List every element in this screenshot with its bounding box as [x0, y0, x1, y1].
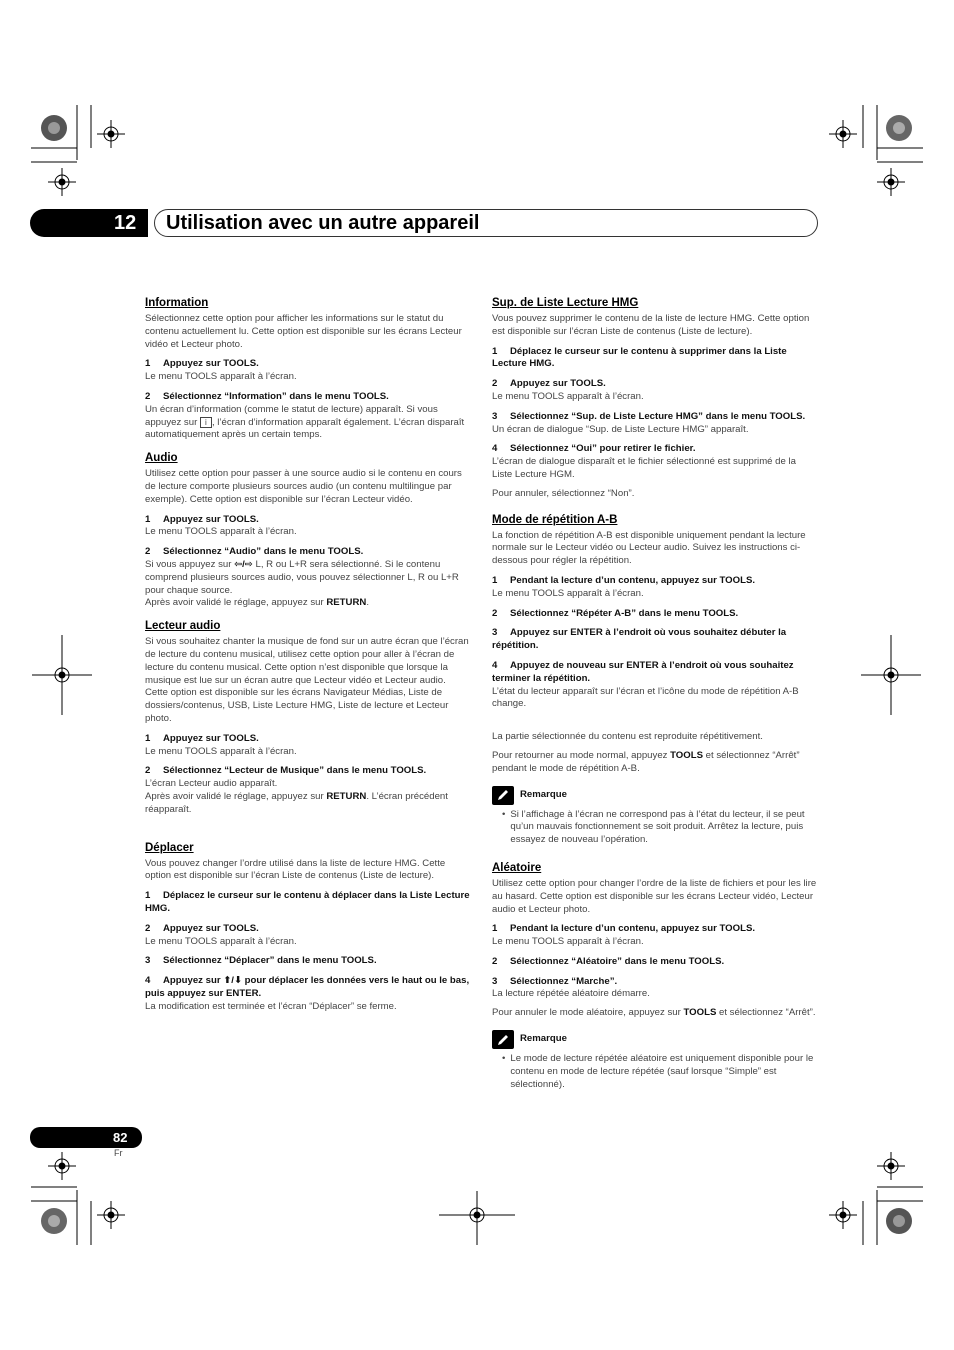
step-text: Un écran de dialogue “Sup. de Liste Lecture HMG” apparaît.: [492, 423, 749, 435]
right-column: [492, 296, 817, 1100]
section-heading: Déplacer: [145, 841, 194, 854]
section-heading: Lecteur audio: [145, 620, 221, 633]
section-deplacer: [145, 841, 470, 1014]
step-2: 2 Sélectionnez “Lecteur de Musique” dans le menu TOOLS.: [145, 765, 427, 777]
step-text: Un écran d’information (comme le statut de lecture) apparaît. Si vous appuyez sur i , l’écran d’information apparaît également. L’écran disparaît automatiquement après un certain temps.: [145, 403, 465, 441]
step-1: 1 Déplacez le curseur sur le contenu à supprimer dans la Liste Lecture HMG.: [492, 345, 787, 370]
step-1: 1 Appuyez sur TOOLS.: [145, 732, 259, 744]
step-text: Le menu TOOLS apparaît à l’écran.: [145, 526, 297, 538]
step-2: 2 Sélectionnez “Répéter A-B” dans le menu TOOLS.: [492, 607, 739, 619]
step-1: 1 Pendant la lecture d’un contenu, appuyez sur TOOLS.: [492, 574, 756, 586]
section-intro: Sélectionnez cette option pour afficher les informations sur le statut du contenu actuellement lu. Cette option est disponible sur les écrans Lecteur vidéo et Lecteur photo.: [145, 313, 462, 350]
step-text: Pour annuler, sélectionnez “Non”.: [492, 487, 635, 499]
pencil-icon: [492, 1030, 514, 1049]
step-3: 3 Sélectionnez “Sup. de Liste Lecture HMG” dans le menu TOOLS.: [492, 410, 806, 422]
section-lecteur-audio: [145, 619, 470, 816]
note-title: Remarque: [520, 788, 567, 800]
step-1: 1 Déplacez le curseur sur le contenu à déplacer dans la Liste Lecture HMG.: [145, 890, 470, 914]
section-heading: Aléatoire: [492, 861, 542, 874]
section-sup-liste: [492, 296, 817, 501]
pencil-icon: [492, 786, 514, 805]
paragraph: La partie sélectionnée du contenu est reproduite répétitivement.: [492, 731, 763, 743]
step-text: Le menu TOOLS apparaît à l’écran.: [145, 371, 297, 383]
step-3: 3 Sélectionnez “Marche”.: [492, 975, 618, 987]
step-4: 4 Sélectionnez “Oui” pour retirer le fichier.: [492, 443, 696, 455]
up-down-arrows-icon: ⬆/⬇: [223, 975, 242, 987]
display-button-icon: i: [200, 417, 212, 428]
left-column: [145, 296, 470, 1023]
chapter-title: Utilisation avec un autre appareil: [166, 212, 480, 234]
section-repetition-ab: [492, 513, 817, 847]
step-text: Le menu TOOLS apparaît à l’écran.: [492, 936, 644, 948]
step-text: Le menu TOOLS apparaît à l’écran.: [145, 935, 297, 947]
paragraph: Pour annuler le mode aléatoire, appuyez sur TOOLS et sélectionnez “Arrêt”.: [492, 1007, 816, 1019]
step-text: La lecture répétée aléatoire démarre.: [492, 988, 650, 1000]
paragraph: Pour retourner au mode normal, appuyez TOOLS et sélectionnez “Arrêt” pendant le mode de répétition A-B.: [492, 749, 800, 774]
step-3: 3 Appuyez sur ENTER à l’endroit où vous souhaitez débuter la répétition.: [492, 627, 787, 652]
section-intro: Utilisez cette option pour changer l’ordre de la liste de fichiers et pour les lire au hasard. Cette option est disponible sur les écrans Lecteur vidéo, Lecteur audio et Lecteur photo.: [492, 877, 817, 915]
step-1: 1 Appuyez sur TOOLS.: [145, 513, 259, 525]
step-2: 2 Sélectionnez “Audio” dans le menu TOOLS.: [145, 546, 364, 558]
section-heading: Audio: [145, 452, 178, 465]
section-audio: [145, 451, 470, 610]
section-intro: Utilisez cette option pour passer à une source audio si le contenu en cours de lecture comporte plusieurs sources audio (un contenu multilingue par exemple). Cette option est disponible sur l’écran Lecteur vidéo.: [145, 468, 462, 505]
step-2: 2 Appuyez sur TOOLS.: [145, 922, 259, 934]
step-text: L’écran de dialogue disparaît et le fichier sélectionné est supprimé de la Liste Lecture HGM.: [492, 456, 796, 480]
step-text: Après avoir validé le réglage, appuyez sur RETURN. L’écran précédent réapparaît.: [145, 790, 448, 815]
note-item: • Si l’affichage à l’écran ne correspond pas à l’état du lecteur, il se peut qu’un mauvais fonctionnement se soit produit. Arrêtez la lecture, puis essayez de nouveau l’opération.: [502, 808, 805, 846]
section-heading: Sup. de Liste Lecture HMG: [492, 297, 639, 309]
step-text: L’écran Lecteur audio apparaît.: [145, 778, 278, 790]
step-2: 2 Sélectionnez “Aléatoire” dans le menu TOOLS.: [492, 955, 725, 967]
step-1: 1 Pendant la lecture d’un contenu, appuyez sur TOOLS.: [492, 923, 756, 935]
step-1: 1 Appuyez sur TOOLS.: [145, 358, 259, 370]
step-3: 3 Sélectionnez “Déplacer” dans le menu TOOLS.: [145, 955, 377, 967]
section-intro: La fonction de répétition A-B est disponible uniquement pendant la lecture normale sur le Lecteur vidéo ou Lecteur audio. Suivez les instructions ci-dessous pour régler la répétition.: [492, 529, 806, 567]
section-information: [145, 296, 470, 442]
section-heading: Mode de répétition A-B: [492, 513, 618, 526]
step-2: 2 Appuyez sur TOOLS.: [492, 378, 606, 390]
step-text: Le menu TOOLS apparaît à l’écran.: [145, 745, 297, 757]
section-intro: Vous pouvez changer l’ordre utilisé dans la liste de lecture HMG. Cette option est disponible sur l’écran Liste de contenus (Liste de lecture).: [145, 857, 446, 882]
step-text: Le menu TOOLS apparaît à l’écran.: [492, 587, 644, 599]
step-2: 2 Sélectionnez “Information” dans le menu TOOLS.: [145, 390, 389, 402]
step-text: Après avoir validé le réglage, appuyez sur RETURN.: [145, 597, 369, 609]
section-aleatoire: [492, 861, 817, 1092]
left-right-arrows-icon: ⇦/⇨: [234, 558, 253, 570]
step-text: L’état du lecteur apparaît sur l’écran et l’icône du mode de répétition A-B change.: [492, 685, 799, 710]
section-intro: Si vous souhaitez chanter la musique de fond sur un autre écran que l’écran de lecture du contenu musical, utilisez cette option pour aller à l’écran de lecture du contenu musical. Cette option n’est disponible que lorsque la musique est lue sur un écran autre que Lecteur vidéo et Lecteur audio. Cette option est disponible sur les écrans Navigateur Médias, Liste de dossiers/contenus, USB, Liste Lecture HMG, Liste de lecture et Lecteur photo.: [145, 636, 469, 724]
note-title: Remarque: [520, 1033, 567, 1045]
step-text: Le menu TOOLS apparaît à l’écran.: [492, 390, 644, 402]
section-heading: Information: [145, 297, 209, 309]
language-code: Fr: [114, 1148, 123, 1158]
chapter-number: 12: [114, 212, 137, 234]
step-text: Si vous appuyez sur ⇦/⇨ L, R ou L+R sera sélectionné. Si le contenu comprend plusieurs sources audio, vous pouvez sélectionner L, R ou L+R pour chaque source.: [145, 558, 459, 596]
note-item: • Le mode de lecture répétée aléatoire est uniquement disponible pour le contenu en mode de lecture répétée (sauf lorsque “Simple” est sélectionné).: [502, 1053, 814, 1090]
section-intro: Vous pouvez supprimer le contenu de la liste de lecture HMG. Cette option est disponible sur l’écran Liste de contenus (Liste de lecture).: [492, 313, 810, 337]
note-box: [492, 786, 817, 847]
note-box: [492, 1030, 817, 1091]
step-text: La modification est terminée et l’écran “Déplacer” se ferme.: [145, 1000, 397, 1012]
step-4: 4 Appuyez de nouveau sur ENTER à l’endroit où vous souhaitez terminer la répétition.: [492, 659, 794, 684]
page-number: 82: [113, 1130, 128, 1145]
step-4: 4 Appuyez sur ⬆/⬇ pour déplacer les données vers le haut ou le bas, puis appuyez sur ENTER.: [145, 975, 470, 999]
